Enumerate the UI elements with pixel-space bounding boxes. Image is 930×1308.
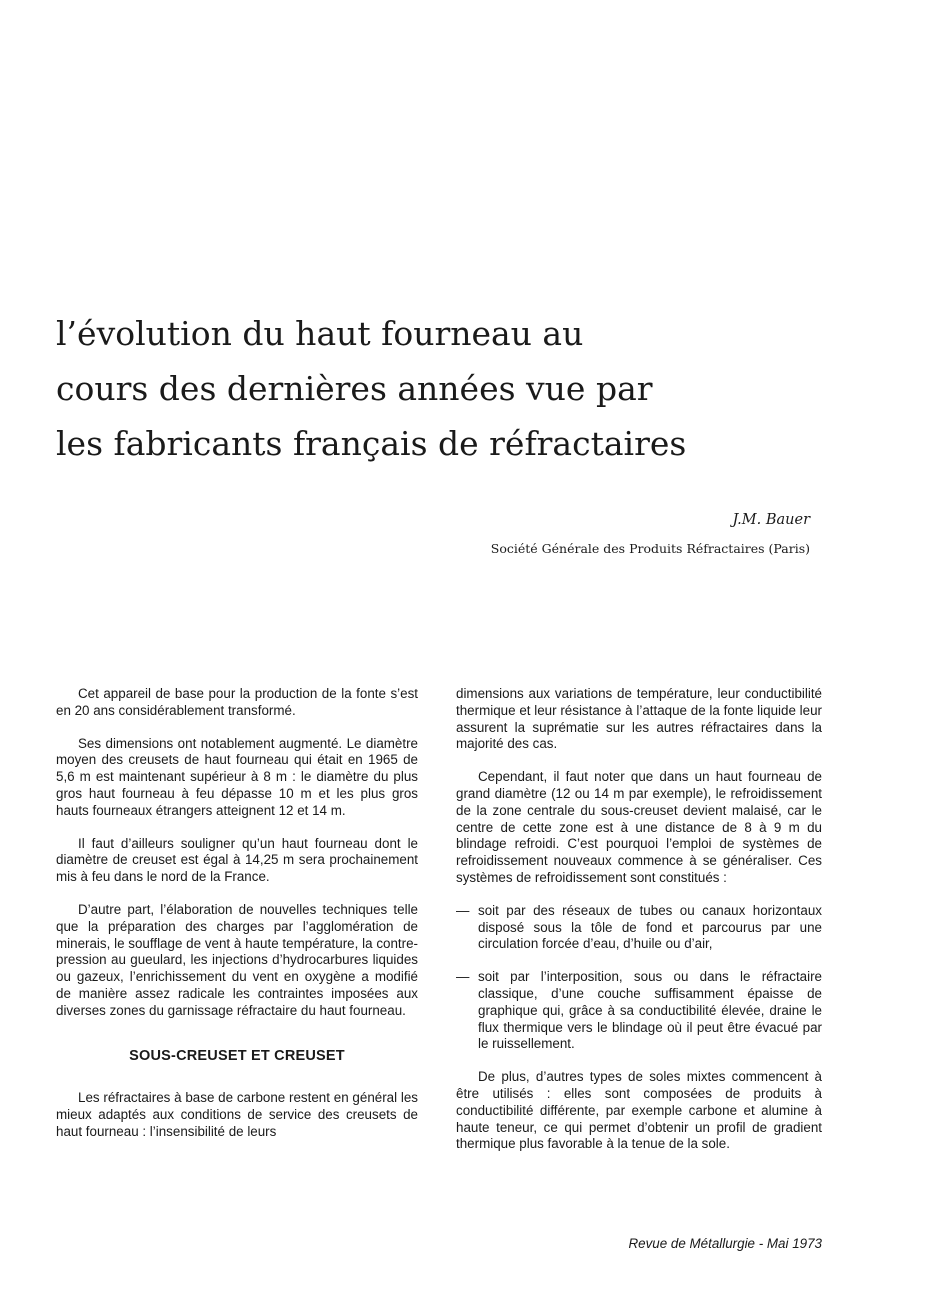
dash-marker: — — [456, 969, 470, 985]
paragraph-diameter: Il faut d’ailleurs souligner qu’un haut fourneau dont le diamètre de creuset est égal à 14,25 m sera prochainement mis à feu dans le nord de la France. — [56, 835, 418, 885]
section-heading: SOUS-CREUSET ET CREUSET — [129, 1047, 345, 1064]
title-line-1: l’évolution du haut fourneau au — [56, 314, 584, 353]
list-item — [456, 903, 822, 953]
list-item-text: soit par l’interposition, sous ou dans le réfractaire classique, d’une couche suffisamment épaisse de graphique qui, grâce à sa conductibilité élevée, draine le flux thermique vers le blindage où il peut être évacué par le ruissellement. — [478, 969, 822, 1052]
paragraph-carbon-refractories: Les réfractaires à base de carbone restent en général les mieux adaptés aux conditions de service des creusets de haut fourneau : l’insensibilité de leurs — [56, 1090, 418, 1139]
author-affiliation: Société Générale des Produits Réfractaires (Paris) — [490, 541, 810, 556]
author-name: J.M. Bauer — [732, 512, 810, 528]
paragraph-continuation: dimensions aux variations de température, leur conductibilité thermique et leur résistance à l’attaque de la fonte liquide leur assurent la suprématie sur les autres réfractaires dans la majorité des cas. — [456, 686, 822, 752]
list-item — [456, 969, 822, 1053]
title-line-2: cours des dernières années vue par — [56, 369, 653, 408]
right-column — [456, 686, 822, 1169]
title-line-3: les fabricants français de réfractaires — [56, 424, 687, 463]
paragraph-cooling: Cependant, il faut noter que dans un haut fourneau de grand diamètre (12 ou 14 m par exemple), le refroidissement de la zone centrale du sous-creuset devient malaisé, car le centre de cette zone est à une distance de 8 à 9 m du blindage refroidi. C’est pourquoi l’emploi de systèmes de refroidissement nouveaux commence à se généraliser. Ces systèmes de refroidissement sont constitués : — [456, 769, 822, 885]
dash-marker: — — [456, 902, 470, 918]
list-item-text: soit par des réseaux de tubes ou canaux horizontaux disposé sous la tôle de fond et parcourus par une circulation forcée d’eau, d’huile ou d’air, — [478, 902, 822, 952]
paragraph-mixed-soles: De plus, d’autres types de soles mixtes commencent à être utilisés : elles sont composées de produits à conductibilité différente, par exemple carbone et alumine à haute teneur, ce qui permet d’obtenir un profil de gradient thermique plus favorable à la tenue de la sole. — [456, 1069, 822, 1152]
paragraph-techniques: D’autre part, l’élaboration de nouvelles techniques telle que la préparation des charges par l’agglomération de minerais, le soufflage de vent à haute température, la contre-pression au gueulard, les injections d’hydrocarbures liquides ou gazeux, l’enrichissement du vent en oxygène a modifié de manière assez radicale les contraintes imposées aux diverses zones du garnissage réfractaire du haut fourneau. — [56, 901, 418, 1018]
left-column — [56, 686, 418, 1157]
journal-footer: Revue de Métallurgie - Mai 1973 — [628, 1236, 822, 1251]
paragraph-dimensions: Ses dimensions ont notablement augmenté. Le diamètre moyen des creusets de haut fourneau qui était en 1965 de 5,6 m est maintenant supérieur à 8 m : le diamètre du plus gros haut fourneau à feu dépasse 10 m et les plus gros hauts fourneaux étrangers atteignent 12 et 14 m. — [56, 735, 418, 818]
paragraph-intro: Cet appareil de base pour la production de la fonte s’est en 20 ans considérablement transformé. — [56, 686, 418, 718]
article-title — [56, 306, 756, 471]
